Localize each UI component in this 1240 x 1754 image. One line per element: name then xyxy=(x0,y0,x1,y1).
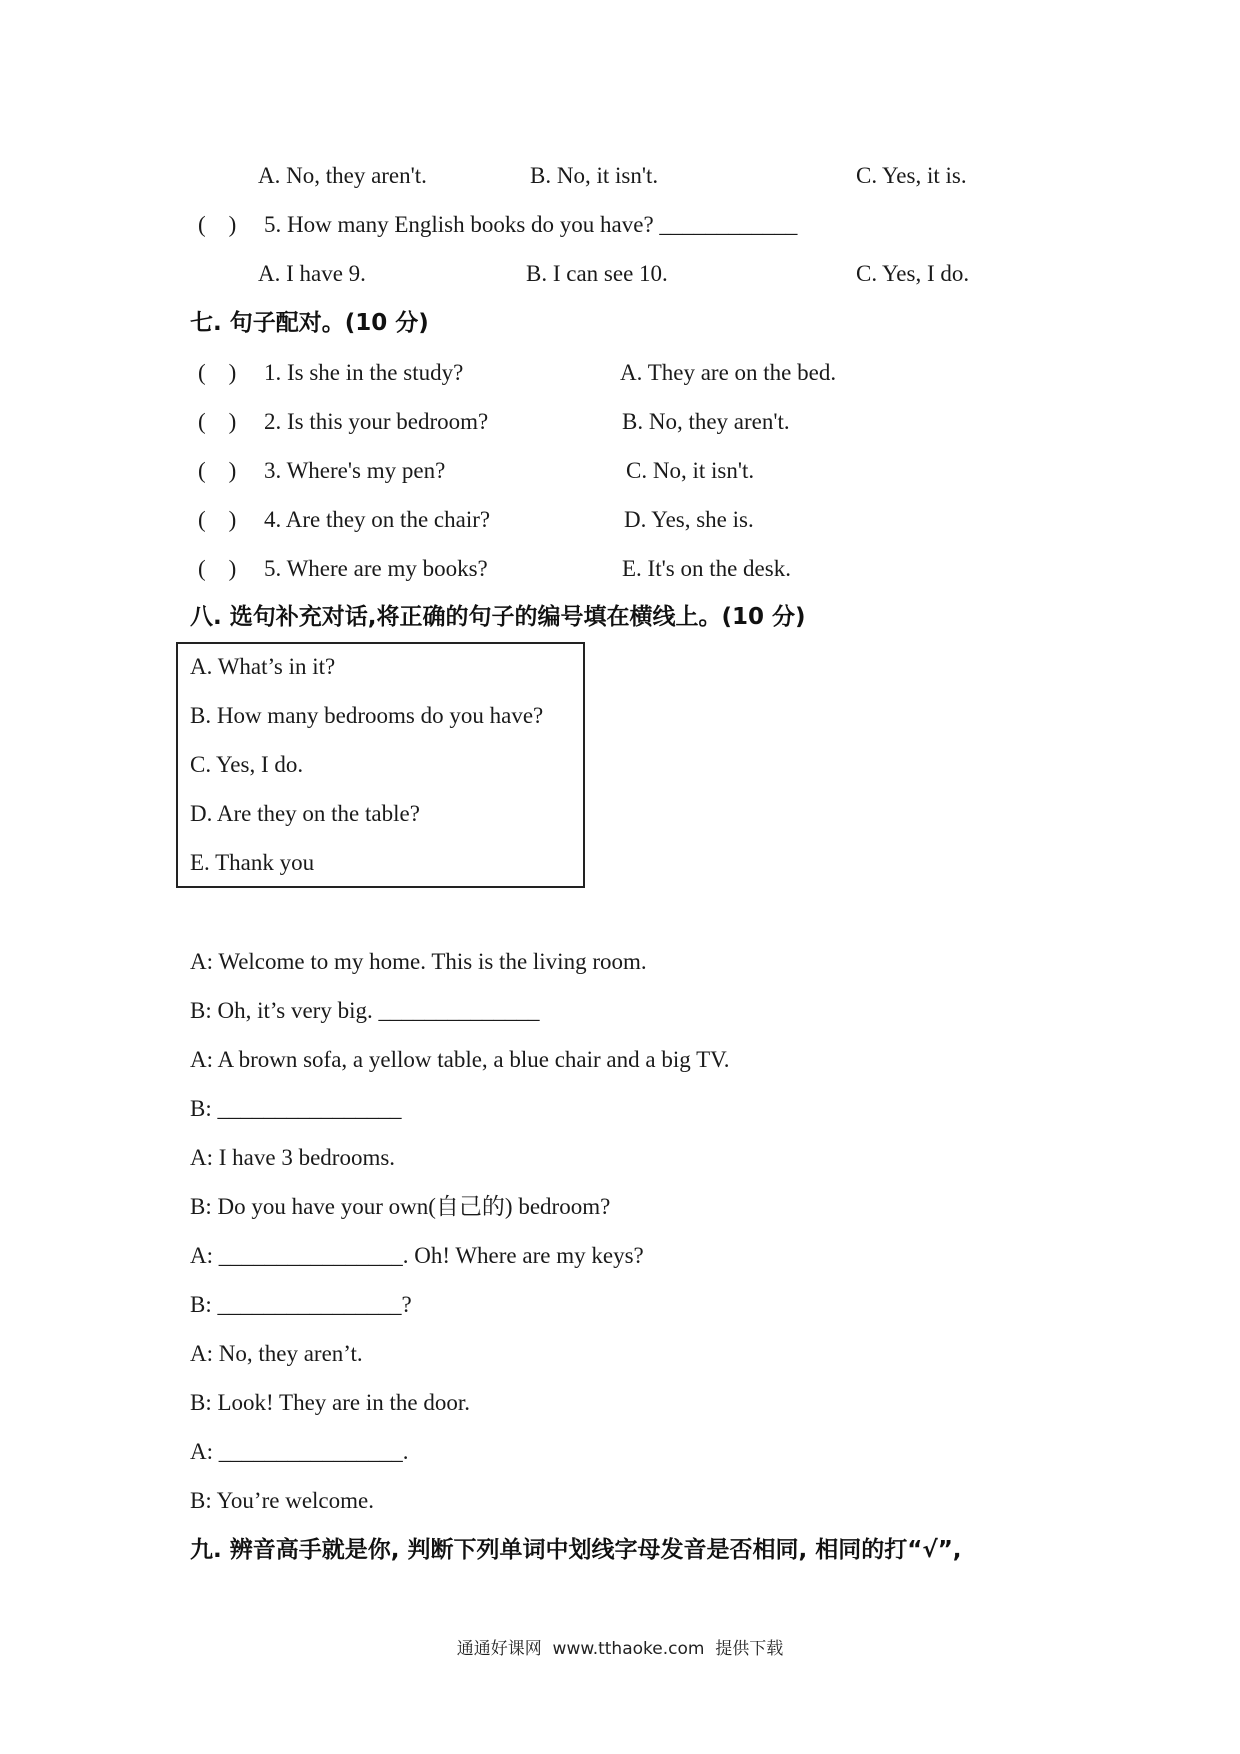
s7-row2-question: 2. Is this your bedroom? xyxy=(264,409,489,434)
q4-option-c: C. Yes, it is. xyxy=(856,163,967,188)
section7-heading: 七. 句子配对。(10 分) xyxy=(190,310,429,336)
s8-box-option-b: B. How many bedrooms do you have? xyxy=(190,703,544,728)
section8-heading: 八. 选句补充对话,将正确的句子的编号填在横线上。(10 分) xyxy=(190,604,806,630)
s7-row4-answer: D. Yes, she is. xyxy=(624,507,754,532)
s7-row5-question: 5. Where are my books? xyxy=(264,556,488,581)
s7-row5-answer: E. It's on the desk. xyxy=(622,556,791,581)
dialogue-line-10: B: Look! They are in the door. xyxy=(190,1390,470,1415)
dialogue-line-12: B: You’re welcome. xyxy=(190,1488,374,1513)
s7-row1-answer: A. They are on the bed. xyxy=(620,360,837,385)
q4-option-a: A. No, they aren't. xyxy=(258,163,427,188)
q5-option-b: B. I can see 10. xyxy=(526,261,668,286)
q5-option-a: A. I have 9. xyxy=(258,261,366,286)
s7-row2-answer: B. No, they aren't. xyxy=(622,409,790,434)
s7-row3-question: 3. Where's my pen? xyxy=(264,458,446,483)
s8-box-option-e: E. Thank you xyxy=(190,850,315,875)
q5-option-c: C. Yes, I do. xyxy=(856,261,970,286)
s7-row4-paren[interactable]: ( ) xyxy=(198,507,237,532)
dialogue-line-5: A: I have 3 bedrooms. xyxy=(190,1145,396,1170)
dialogue-line-1: A: Welcome to my home. This is the living room. xyxy=(190,949,647,974)
s8-box-option-d: D. Are they on the table? xyxy=(190,801,420,826)
dialogue-line-11[interactable]: A: ________________. xyxy=(190,1439,409,1464)
dialogue-line-7[interactable]: A: ________________. Oh! Where are my keys? xyxy=(190,1243,644,1268)
s7-row3-answer: C. No, it isn't. xyxy=(626,458,755,483)
s8-box-option-c: C. Yes, I do. xyxy=(190,752,304,777)
dialogue-line-8[interactable]: B: ________________? xyxy=(190,1292,412,1317)
s7-row4-question: 4. Are they on the chair? xyxy=(264,507,491,532)
dialogue-line-3: A: A brown sofa, a yellow table, a blue chair and a big TV. xyxy=(190,1047,730,1072)
s7-row2-paren[interactable]: ( ) xyxy=(198,409,237,434)
dialogue-line-4[interactable]: B: ________________ xyxy=(190,1096,402,1121)
s7-row5-paren[interactable]: ( ) xyxy=(198,556,237,581)
dialogue-line-6: B: Do you have your own(自己的) bedroom? xyxy=(190,1194,611,1219)
q5-question: 5. How many English books do you have? ____________ xyxy=(264,212,798,237)
section9-heading: 九. 辨音高手就是你, 判断下列单词中划线字母发音是否相同, 相同的打“√”, xyxy=(190,1537,962,1563)
q5-answer-paren[interactable]: ( ) xyxy=(198,212,237,237)
q4-option-b: B. No, it isn't. xyxy=(530,163,659,188)
s8-box-option-a: A. What’s in it? xyxy=(190,654,336,679)
dialogue-line-9: A: No, they aren’t. xyxy=(190,1341,363,1366)
page-footer: 通通好课网 www.tthaoke.com 提供下载 xyxy=(456,1639,784,1659)
s7-row1-paren[interactable]: ( ) xyxy=(198,360,237,385)
dialogue-line-2[interactable]: B: Oh, it’s very big. ______________ xyxy=(190,998,540,1023)
s7-row1-question: 1. Is she in the study? xyxy=(264,360,464,385)
s7-row3-paren[interactable]: ( ) xyxy=(198,458,237,483)
